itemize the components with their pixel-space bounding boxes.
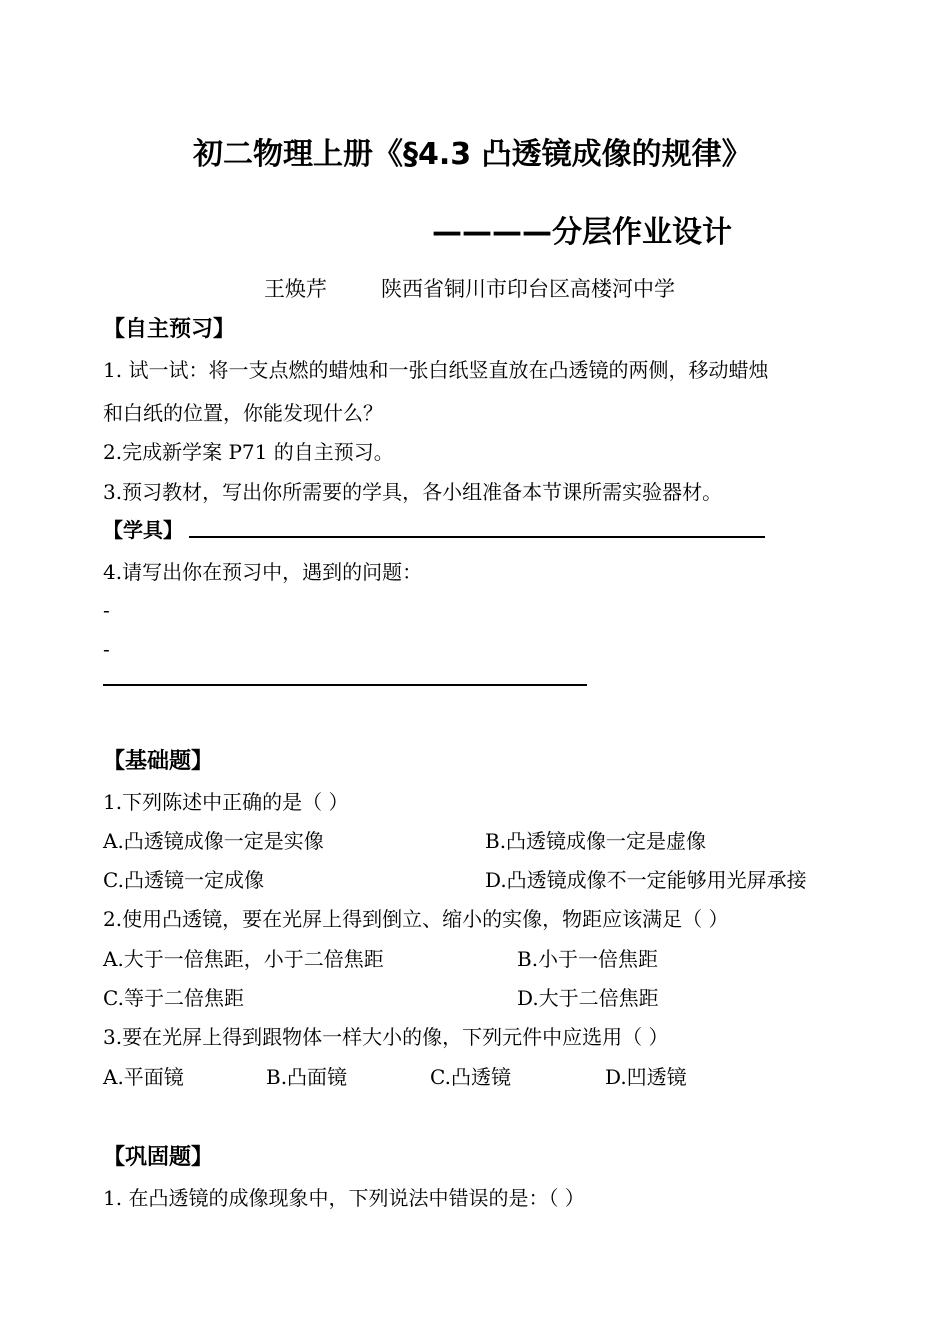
question-answer-line[interactable] <box>103 684 587 686</box>
answer-dash-2: - <box>103 637 110 661</box>
page-subtitle: ————分层作业设计 <box>432 215 732 250</box>
preview-question-2: 2.完成新学案 P71 的自主预习。 <box>103 440 394 464</box>
basic-q2-option-d: D.大于二倍焦距 <box>517 986 659 1010</box>
answer-dash-1: - <box>103 598 110 622</box>
basic-q1-option-d: D.凸透镜成像不一定能够用光屏承接 <box>485 868 807 892</box>
consolidate-question-1: 1. 在凸透镜的成像现象中，下列说法中错误的是：（ ） <box>103 1186 585 1210</box>
basic-q2-option-c: C.等于二倍焦距 <box>103 986 244 1010</box>
school-name: 陕西省铜川市印台区高楼河中学 <box>381 277 675 301</box>
tools-label: 【学具】 <box>103 518 183 542</box>
basic-q2-option-a: A.大于一倍焦距，小于二倍焦距 <box>103 947 384 971</box>
preview-question-1-line-1: 1. 试一试：将一支点燃的蜡烛和一张白纸竖直放在凸透镜的两侧，移动蜡烛 <box>103 358 769 382</box>
author-name: 王焕芹 <box>264 277 327 301</box>
basic-q3-option-d: D.凹透镜 <box>605 1065 687 1089</box>
basic-q1-option-a: A.凸透镜成像一定是实像 <box>103 829 324 853</box>
basic-q1-option-b: B.凸透镜成像一定是虚像 <box>485 829 707 853</box>
basic-question-3: 3.要在光屏上得到跟物体一样大小的像，下列元件中应选用（ ） <box>103 1025 669 1049</box>
tools-answer-line[interactable] <box>189 536 765 538</box>
section-heading-basic: 【基础题】 <box>103 748 214 774</box>
basic-q3-option-a: A.平面镜 <box>103 1065 184 1089</box>
basic-question-2: 2.使用凸透镜，要在光屏上得到倒立、缩小的实像，物距应该满足（ ） <box>103 907 729 931</box>
basic-q2-option-b: B.小于一倍焦距 <box>517 947 659 971</box>
section-heading-consolidate: 【巩固题】 <box>103 1144 214 1170</box>
preview-question-4: 4.请写出你在预习中，遇到的问题： <box>103 560 423 584</box>
preview-question-3: 3.预习教材，写出你所需要的学具，各小组准备本节课所需实验器材。 <box>103 480 723 504</box>
basic-q3-option-c: C.凸透镜 <box>430 1065 511 1089</box>
basic-q3-option-b: B.凸面镜 <box>266 1065 348 1089</box>
basic-question-1: 1.下列陈述中正确的是（ ） <box>103 790 349 814</box>
section-heading-preview: 【自主预习】 <box>103 316 236 342</box>
basic-q1-option-c: C.凸透镜一定成像 <box>103 868 264 892</box>
preview-question-1-line-2: 和白纸的位置，你能发现什么？ <box>103 401 383 425</box>
page-title: 初二物理上册《§4.3 凸透镜成像的规律》 <box>193 137 752 172</box>
